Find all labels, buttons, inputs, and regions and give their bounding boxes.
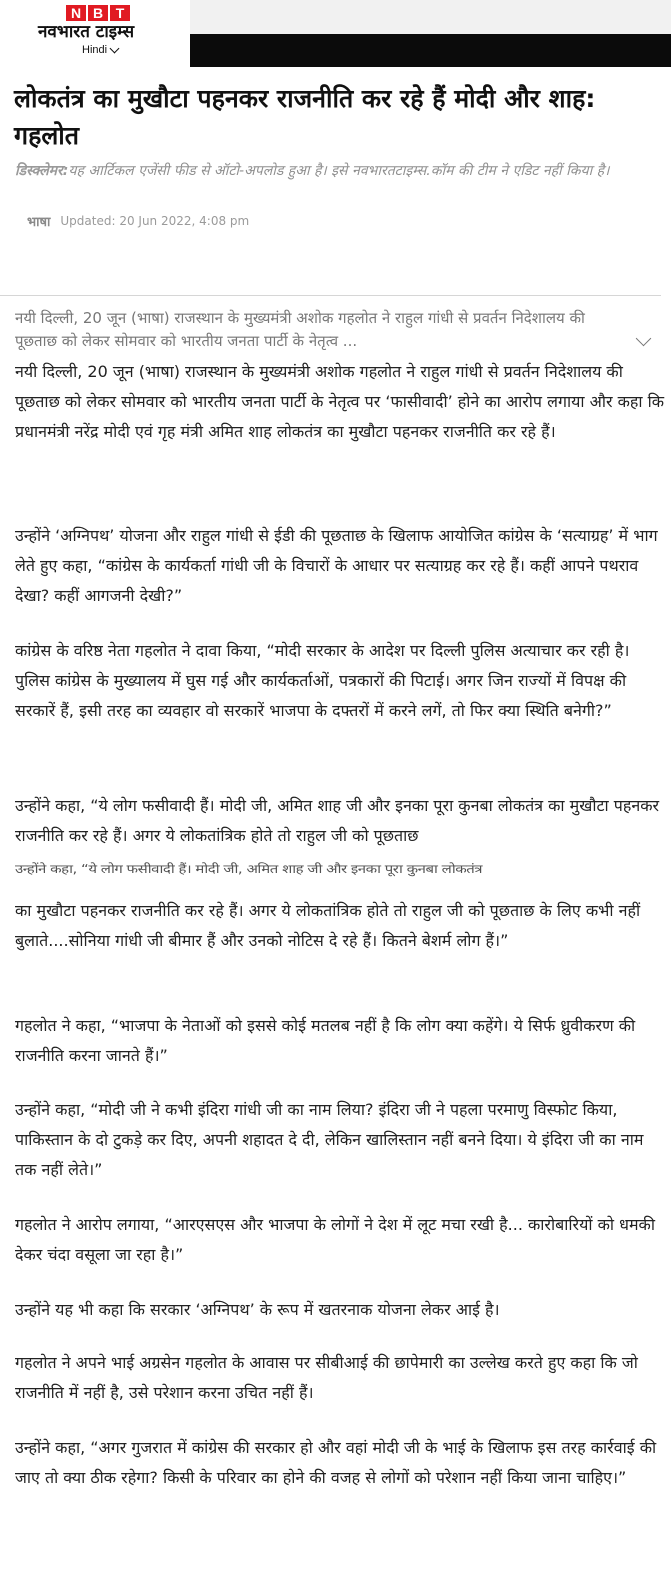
header-grey-strip [190,0,671,34]
chevron-down-icon[interactable] [636,331,652,347]
disclaimer-text: यह आर्टिकल एजेंसी फीड से ऑटो-अपलोड हुआ है। इसे नवभारतटाइम्स.कॉम की टीम ने एडिट नहीं किया है। [68,163,610,179]
article-updated: Updated: 20 Jun 2022, 4:08 pm [60,214,250,228]
disclaimer-label: डिस्क्लेमर: [15,163,69,179]
article-paragraph: गहलोत ने आरोप लगाया, “आरएसएस और भाजपा के लोगों ने देश में लूट मचा रखी है... कारोबारियों को धमकी देकर चंदा वसूला जा रहा है।” [15,1215,655,1264]
article-disclaimer [15,160,655,182]
article-source: भाषा [27,215,51,230]
site-header [0,0,671,67]
article-paragraph: गहलोत ने कहा, “भाजपा के नेताओं को इससे कोई मतलब नहीं है कि लोग क्या कहेंगे। ये सिर्फ ध्रुवीकरण की राजनीति करना जानते हैं।” [15,1016,636,1065]
article-paragraph: नयी दिल्ली, 20 जून (भाषा) राजस्थान के मुख्यमंत्री अशोक गहलोत ने राहुल गांधी से प्रवर्तन निदेशालय की पूछताछ को लेकर सोमवार को भारतीय जनता पार्टी के नेतृत्व पर ‘फासीवादी’ होने का आरोप लगाया और कहा कि प्रधानमंत्री नरेंद्र मोदी एवं गृह मंत्री अमित शाह लोकतंत्र का मुखौटा पहनकर राजनीति कर रहे हैं। [15,362,665,441]
article-paragraph: उन्होंने कहा, “ये लोग फसीवादी हैं। मोदी जी, अमित शाह जी और इनका पूरा कुनबा लोकतंत्र का मुखौटा पहनकर राजनीति कर रहे हैं। अगर ये लोकतांत्रिक होते तो राहुल जी को पूछताछ [15,796,660,845]
article-paragraph: उन्होंने यह भी कहा कि सरकार ‘अग्निपथ’ के रूप में खतरनाक योजना लेकर आई है। [15,1300,500,1319]
brand-name: नवभारत टाइम्स [38,22,135,42]
article-paragraph: कांग्रेस के वरिष्ठ नेता गहलोत ने दावा किया, “मोदी सरकार के आदेश पर दिल्ली पुलिस अत्याचार कर रही है। पुलिस कांग्रेस के मुख्यालय में घुस गई और कार्यकर्ताओं, पत्रकारों की पिटाई। अगर जिन राज्यों में विपक्ष की सरकारें हैं, इसी तरह का व्यवहार वो सरकारें भाजपा के दफ्तरों में करने लगें, तो फिर क्या स्थिति बनेगी?” [15,641,630,720]
divider [0,295,661,296]
byline [27,212,249,230]
header-black-strip [190,34,671,67]
site-logo[interactable] [0,0,190,67]
language-selector[interactable] [82,44,118,56]
logo-letter-t: T [110,5,130,21]
logo-letter-n: N [66,5,86,21]
article-headline: लोकतंत्र का मुखौटा पहनकर राजनीति कर रहे हैं मोदी और शाह: गहलोत [14,84,596,150]
article-paragraph: उन्होंने कहा, “अगर गुजरात में कांग्रेस की सरकार हो और वहां मोदी जी के भाई के खिलाफ इस तरह कार्रवाई की जाए तो क्या ठीक रहेगा? किसी के परिवार का होने की वजह से लोगों को परेशान नहीं किया जाना चाहिए।” [15,1438,657,1487]
logo-letter-b: B [88,5,108,21]
article-paragraph: उन्होंने कहा, “मोदी जी ने कभी इंदिरा गांधी जी का नाम लिया? इंदिरा जी ने पहला परमाणु विस्फोट किया, पाकिस्तान के दो टुकड़े कर दिए, अपनी शहादत दे दी, लेकिन खालिस्तान नहीं बनने दिया। ये इंदिरा जी का नाम तक नहीं लेते।” [15,1100,644,1179]
overlapping-text-artifact: उन्होंने कहा, “ये लोग फसीवादी हैं। मोदी जी, अमित शाह जी और इनका पूरा कुनबा लोकतंत्र [15,861,483,876]
language-label: Hindi [82,44,108,56]
article-paragraph: का मुखौटा पहनकर राजनीति कर रहे हैं। अगर ये लोकतांत्रिक होते तो राहुल जी को पूछताछ के लिए कभी नहीं बुलाते....सोनिया गांधी जी बीमार हैं और उनको नोटिस दे रहे हैं। कितने बेशर्म लोग हैं।” [15,901,641,950]
article-paragraph: गहलोत ने अपने भाई अग्रसेन गहलोत के आवास पर सीबीआई की छापेमारी का उल्लेख करते हुए कहा कि जो राजनीति में नहीं है, उसे परेशान करना उचित नहीं हैं। [15,1353,638,1402]
article-paragraph: उन्होंने ‘अग्निपथ’ योजना और राहुल गांधी से ईडी की पूछताछ के खिलाफ आयोजित कांग्रेस के ‘सत्याग्रह’ में भाग लेते हुए कहा, “कांग्रेस के कार्यकर्ता गांधी जी के विचारों के आधार पर सत्याग्रह कर रहे हैं। कहीं आपने पथराव देखा? कहीं आगजनी देखी?” [15,526,658,605]
chevron-down-icon [110,44,120,54]
article-summary[interactable]: नयी दिल्ली, 20 जून (भाषा) राजस्थान के मुख्यमंत्री अशोक गहलोत ने राहुल गांधी से प्रवर्तन निदेशालय की पूछताछ को लेकर सोमवार को भारतीय जनता पार्टी के नेतृत्व ... [15,309,585,350]
